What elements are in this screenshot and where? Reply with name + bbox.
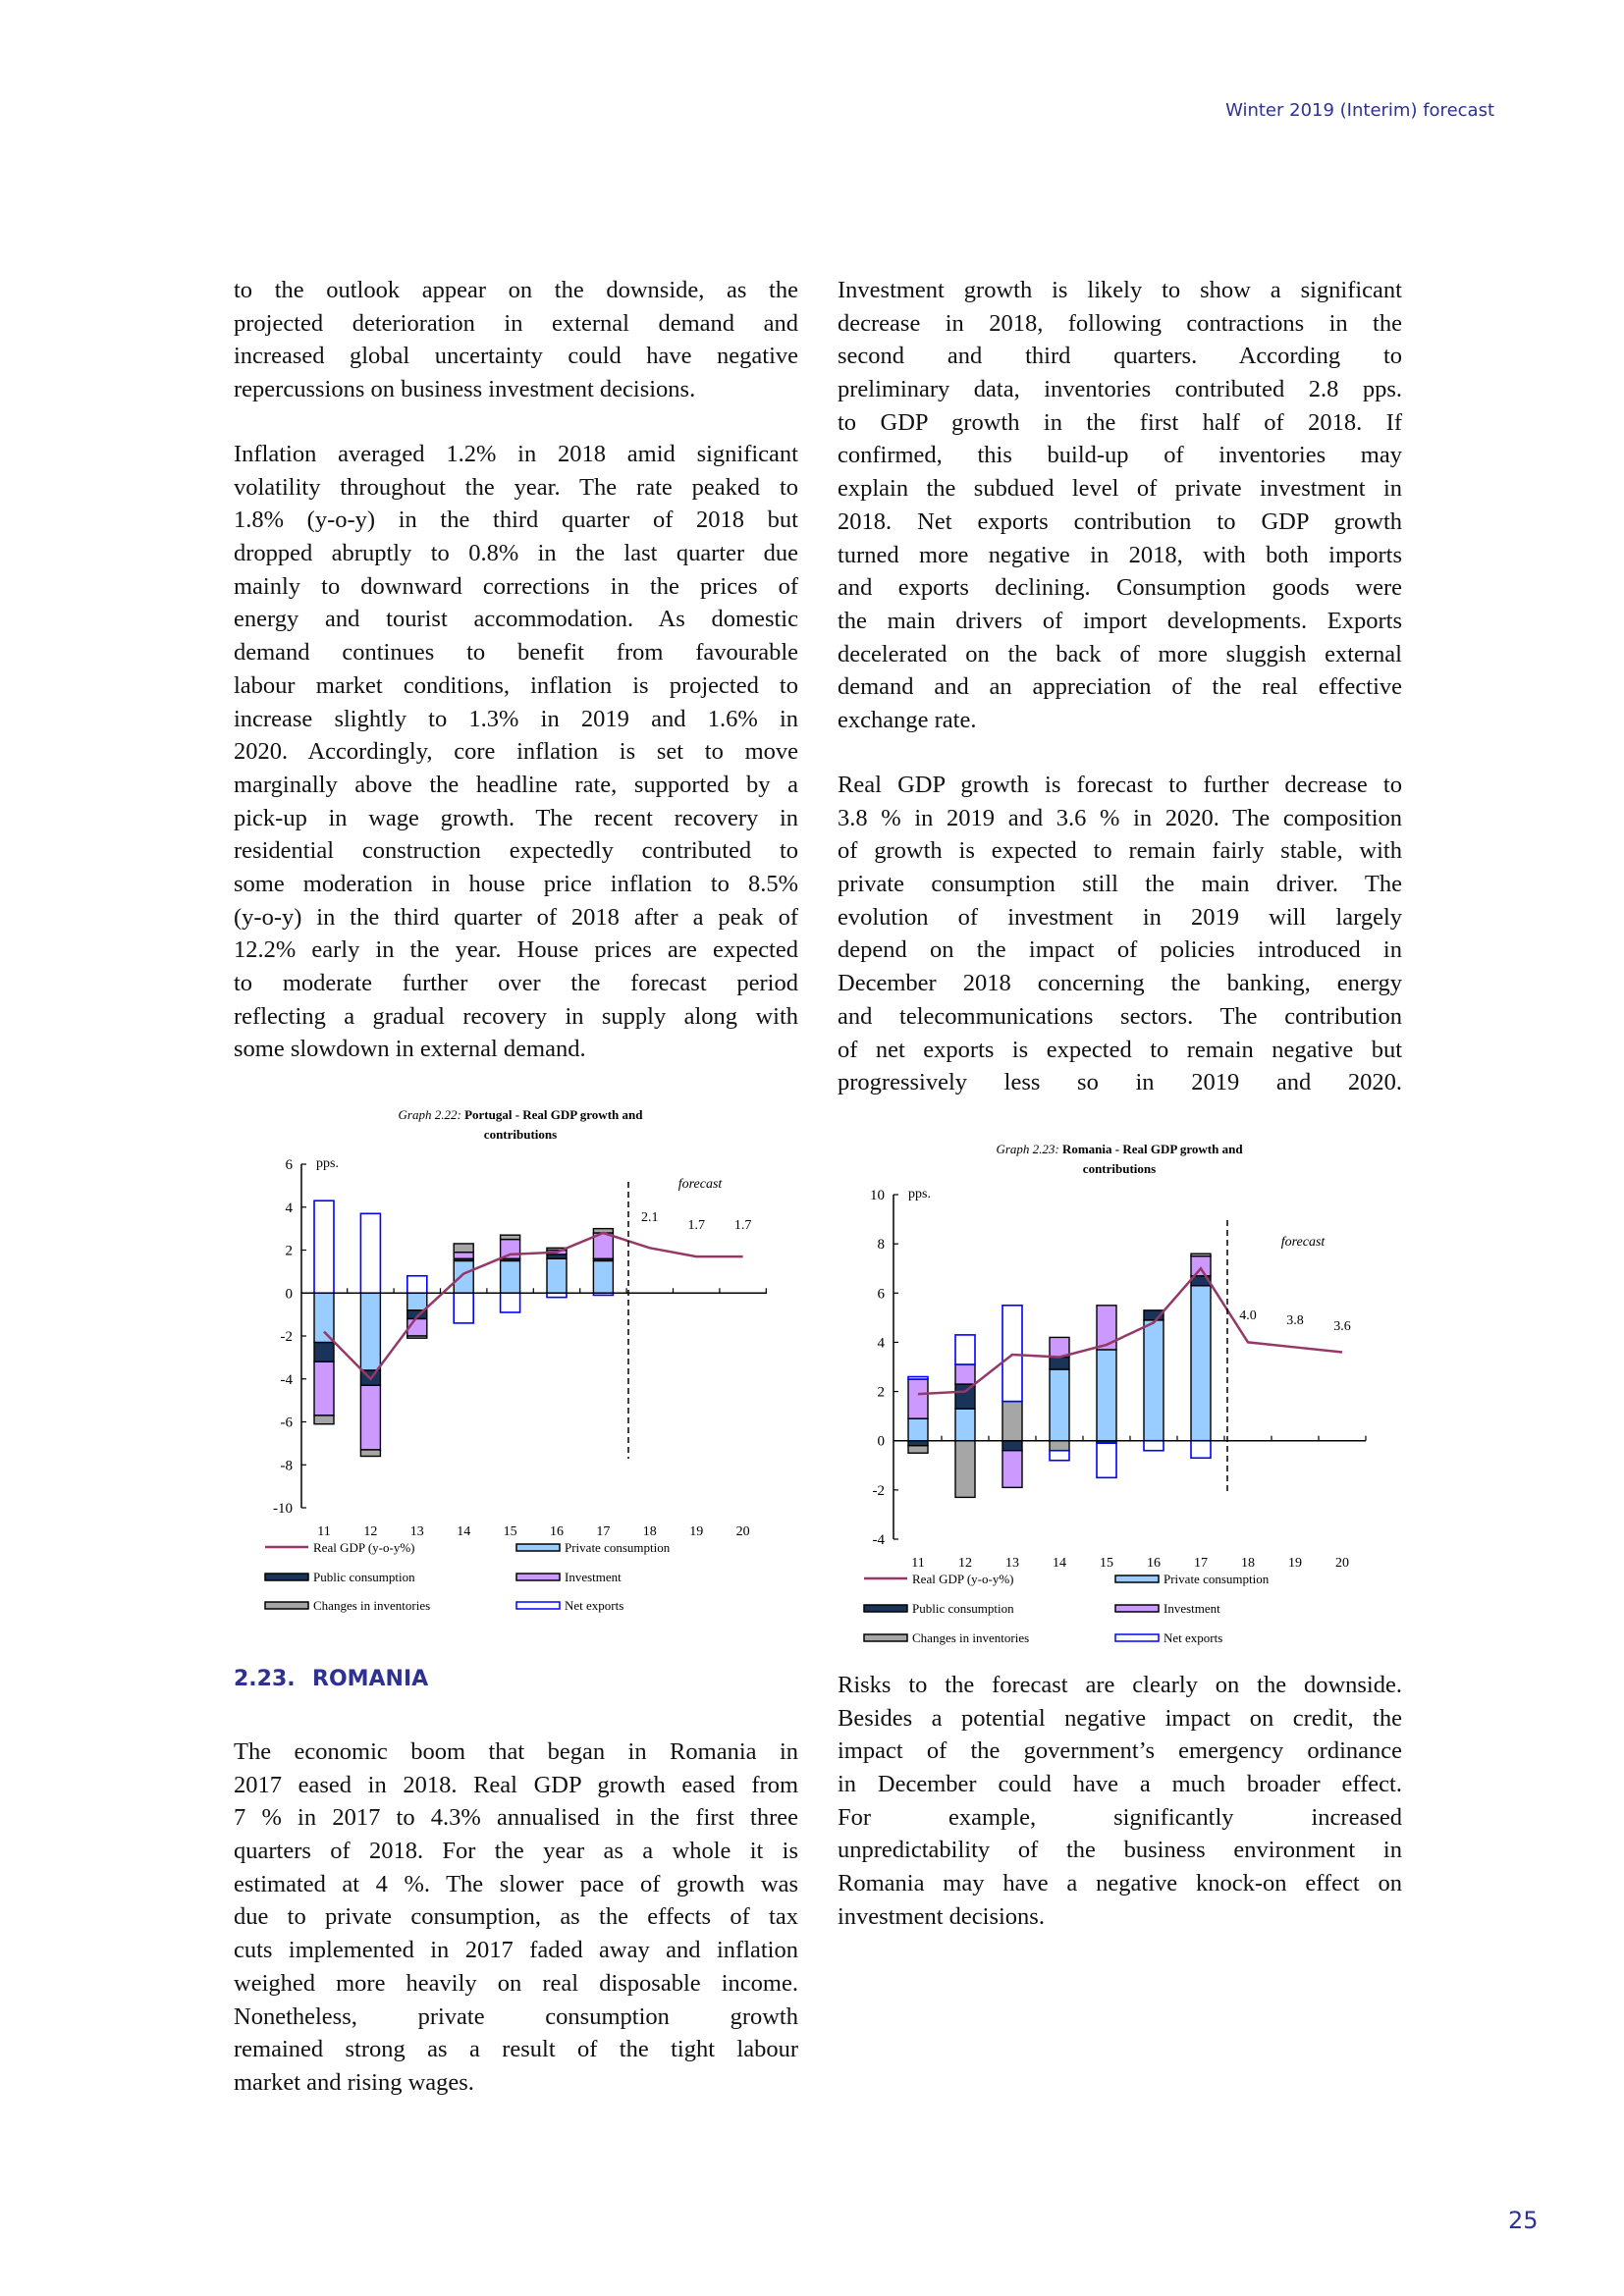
x-tick-label: 20 xyxy=(1335,1556,1349,1571)
chart-title-prefix: Graph 2.23: xyxy=(996,1142,1059,1156)
text-line: evolution of investment in 2019 will largely xyxy=(838,903,1402,931)
x-tick-label: 12 xyxy=(958,1556,972,1571)
paragraph-romania-boom xyxy=(234,1735,798,2100)
text-line: and telecommunications sectors. The contribution xyxy=(838,1002,1402,1030)
x-tick-label: 14 xyxy=(457,1524,471,1539)
legend-swatch xyxy=(864,1634,907,1641)
text-line: cuts implemented in 2017 faded away and inflation xyxy=(234,1937,798,1964)
legend-label: Private consumption xyxy=(1164,1572,1270,1586)
bar-public-consumption xyxy=(1002,1441,1022,1451)
text-line: decrease in 2018, following contractions in the xyxy=(838,309,1402,337)
text-line: increase slightly to 1.3% in 2019 and 1.6% in xyxy=(234,705,798,732)
legend-swatch xyxy=(516,1602,560,1609)
bar-private-consumption xyxy=(454,1260,473,1293)
legend-label: Private consumption xyxy=(565,1540,671,1555)
text-line: exchange rate. xyxy=(838,706,977,733)
legend-label: Public consumption xyxy=(912,1601,1014,1616)
bar-private-consumption xyxy=(501,1260,520,1293)
legend-label: Investment xyxy=(1164,1601,1220,1616)
text-line: Nonetheless, private consumption growth xyxy=(234,2002,798,2030)
text-line: private consumption still the main driver. The xyxy=(838,871,1402,898)
text-line: 7 % in 2017 to 4.3% annualised in the first three xyxy=(234,1804,798,1832)
bar-net-exports xyxy=(1097,1443,1116,1477)
running-header: Winter 2019 (Interim) forecast xyxy=(1225,100,1494,121)
text-line: December 2018 concerning the banking, energy xyxy=(838,970,1402,997)
bar-public-consumption xyxy=(955,1384,975,1409)
page-number: 25 xyxy=(1508,2207,1539,2234)
y-tick-label: 4 xyxy=(877,1335,885,1352)
text-line: reflecting a gradual recovery in supply along with xyxy=(234,1002,798,1030)
text-line: 2017 eased in 2018. Real GDP growth eased from xyxy=(234,1771,798,1798)
y-tick-label: -8 xyxy=(280,1458,293,1474)
legend-swatch xyxy=(1115,1634,1159,1641)
text-line: quarters of 2018. For the year as a whole it is xyxy=(234,1838,798,1865)
text-line: 12.2% early in the year. House prices are expected xyxy=(234,936,798,964)
text-line: some slowdown in external demand. xyxy=(234,1036,586,1063)
forecast-value-label: 1.7 xyxy=(687,1218,705,1233)
y-axis-unit: pps. xyxy=(908,1187,931,1201)
text-line: Romania may have a negative knock-on effect on xyxy=(838,1870,1402,1897)
bar-changes-in-inventories xyxy=(360,1450,380,1457)
y-tick-label: -2 xyxy=(872,1482,885,1499)
text-line: Investment growth is likely to show a significant xyxy=(838,277,1402,303)
bar-net-exports xyxy=(454,1293,473,1323)
text-line: mainly to downward corrections in the prices of xyxy=(234,572,798,600)
legend-label: Real GDP (y-o-y%) xyxy=(313,1540,415,1555)
x-tick-label: 17 xyxy=(596,1524,611,1539)
bar-investment xyxy=(1002,1451,1022,1488)
legend-swatch xyxy=(516,1574,560,1580)
text-line: estimated at 4 %. The slower pace of growth was xyxy=(234,1870,798,1897)
text-line: For example, significantly increased xyxy=(838,1803,1402,1831)
forecast-value-label: 3.6 xyxy=(1333,1319,1351,1334)
text-line: Risks to the forecast are clearly on the downside. xyxy=(838,1672,1402,1698)
text-line: second and third quarters. According to xyxy=(838,343,1402,370)
text-line: of net exports is expected to remain negative but xyxy=(838,1036,1402,1063)
text-line: labour market conditions, inflation is projected to xyxy=(234,671,798,699)
legend-swatch xyxy=(265,1574,308,1580)
y-tick-label: 6 xyxy=(877,1286,885,1303)
gdp-line xyxy=(324,1233,743,1379)
bar-public-consumption xyxy=(314,1343,334,1362)
x-tick-label: 19 xyxy=(1288,1556,1302,1571)
bar-private-consumption xyxy=(1097,1350,1116,1441)
forecast-label: forecast xyxy=(677,1177,723,1192)
chart-title-prefix: Graph 2.22: xyxy=(398,1107,461,1122)
y-tick-label: 0 xyxy=(285,1286,293,1303)
bar-changes-in-inventories xyxy=(908,1446,928,1454)
y-tick-label: 0 xyxy=(877,1433,885,1450)
bar-investment xyxy=(908,1379,928,1418)
legend-label: Real GDP (y-o-y%) xyxy=(912,1572,1014,1586)
text-line: to the outlook appear on the downside, as the xyxy=(234,277,798,303)
text-line: preliminary data, inventories contributed 2.8 pps. xyxy=(838,376,1402,403)
chart-title-line2: contributions xyxy=(483,1127,558,1142)
legend-label: Investment xyxy=(565,1570,622,1584)
forecast-value-label: 2.1 xyxy=(641,1210,659,1225)
text-line: market and rising wages. xyxy=(234,2068,474,2096)
text-line: decelerated on the back of more sluggish external xyxy=(838,640,1402,667)
text-line: energy and tourist accommodation. As domestic xyxy=(234,606,798,633)
bar-net-exports xyxy=(1191,1441,1211,1459)
bar-net-exports xyxy=(908,1377,928,1380)
bar-investment xyxy=(360,1385,380,1450)
text-line: Besides a potential negative impact on credit, the xyxy=(838,1704,1402,1732)
bar-changes-in-inventories xyxy=(454,1244,473,1253)
y-tick-label: 6 xyxy=(285,1157,293,1173)
legend-swatch xyxy=(864,1605,907,1612)
bar-net-exports xyxy=(1002,1306,1022,1402)
bar-private-consumption xyxy=(1144,1320,1164,1441)
text-line: to moderate further over the forecast period xyxy=(234,970,798,996)
y-tick-label: -2 xyxy=(280,1329,293,1345)
x-tick-label: 11 xyxy=(317,1524,331,1539)
paragraph-gdp-forecast xyxy=(838,769,1402,1099)
y-axis-unit: pps. xyxy=(316,1156,339,1171)
text-line: volatility throughout the year. The rate peaked to xyxy=(234,473,798,501)
text-line: pick-up in wage growth. The recent recovery in xyxy=(234,804,798,831)
bar-investment xyxy=(501,1240,520,1259)
text-line: repercussions on business investment decisions. xyxy=(234,376,696,403)
section-number: 2.23. xyxy=(234,1667,296,1691)
y-tick-label: 4 xyxy=(285,1200,293,1216)
bar-net-exports xyxy=(501,1293,520,1312)
chart-title-text: Portugal - Real GDP growth and xyxy=(464,1107,643,1122)
text-line: weighed more heavily on real disposable income. xyxy=(234,1969,798,1997)
bar-changes-in-inventories xyxy=(955,1441,975,1498)
text-line: Real GDP growth is forecast to further decrease to xyxy=(838,772,1402,798)
y-tick-label: -10 xyxy=(273,1501,293,1517)
y-tick-label: 2 xyxy=(285,1243,293,1259)
x-tick-label: 13 xyxy=(1005,1556,1019,1571)
text-line: investment decisions. xyxy=(838,1902,1045,1930)
y-tick-label: -4 xyxy=(280,1371,293,1388)
x-tick-label: 20 xyxy=(735,1524,750,1539)
bar-investment xyxy=(955,1364,975,1384)
legend-swatch xyxy=(1115,1605,1159,1612)
bar-private-consumption xyxy=(908,1418,928,1441)
paragraph-investment xyxy=(838,274,1402,737)
x-tick-label: 18 xyxy=(1241,1556,1255,1571)
text-line: some moderation in house price inflation to 8.5% xyxy=(234,870,798,897)
bar-net-exports xyxy=(360,1213,380,1293)
bar-private-consumption xyxy=(314,1293,334,1342)
bar-public-consumption xyxy=(908,1441,928,1446)
forecast-value-label: 4.0 xyxy=(1239,1308,1257,1323)
forecast-value-label: 1.7 xyxy=(733,1218,752,1233)
text-line: residential construction expectedly contributed to xyxy=(234,837,798,865)
text-line: Inflation averaged 1.2% in 2018 amid significant xyxy=(234,441,798,467)
text-line: explain the subdued level of private investment in xyxy=(838,475,1402,503)
x-tick-label: 17 xyxy=(1194,1556,1208,1571)
y-tick-label: 8 xyxy=(877,1237,885,1254)
forecast-value-label: 3.8 xyxy=(1286,1313,1304,1328)
romania-gdp-chart xyxy=(844,1139,1394,1674)
text-line: the main drivers of import developments. Exports xyxy=(838,607,1402,634)
bar-investment xyxy=(1097,1306,1116,1350)
bar-private-consumption xyxy=(360,1293,380,1370)
y-tick-label: -6 xyxy=(280,1415,293,1431)
x-tick-label: 11 xyxy=(911,1556,925,1571)
text-line: confirmed, this build-up of inventories may xyxy=(838,442,1402,469)
bar-investment xyxy=(314,1362,334,1415)
section-heading xyxy=(234,1667,428,1691)
text-line: 3.8 % in 2019 and 3.6 % in 2020. The composition xyxy=(838,804,1402,831)
chart-title xyxy=(399,1107,644,1122)
text-line: dropped abruptly to 0.8% in the last quarter due xyxy=(234,540,798,567)
bar-changes-in-inventories xyxy=(1050,1441,1069,1451)
bar-private-consumption xyxy=(1050,1369,1069,1441)
bar-changes-in-inventories xyxy=(314,1415,334,1424)
legend-swatch xyxy=(1115,1575,1159,1582)
bar-net-exports xyxy=(1144,1441,1164,1451)
text-line: progressively less so in 2019 and 2020. xyxy=(838,1069,1402,1096)
section-title: ROMANIA xyxy=(312,1667,429,1691)
y-tick-label: -4 xyxy=(872,1532,885,1548)
bar-changes-in-inventories xyxy=(1002,1402,1022,1441)
text-line: to GDP growth in the first half of 2018. If xyxy=(838,408,1402,436)
bar-net-exports xyxy=(1050,1451,1069,1461)
bar-investment xyxy=(1191,1256,1211,1276)
x-tick-label: 12 xyxy=(363,1524,378,1539)
bar-private-consumption xyxy=(955,1409,975,1441)
bar-private-consumption xyxy=(1191,1286,1211,1441)
bar-net-exports xyxy=(314,1201,334,1293)
x-tick-label: 15 xyxy=(1100,1556,1113,1571)
text-line: 2020. Accordingly, core inflation is set to move xyxy=(234,738,798,766)
text-line: due to private consumption, as the effects of tax xyxy=(234,1903,798,1931)
x-tick-label: 16 xyxy=(550,1524,564,1539)
x-tick-label: 13 xyxy=(409,1524,424,1539)
text-line: (y-o-y) in the third quarter of 2018 after a peak of xyxy=(234,903,798,931)
legend-label: Public consumption xyxy=(313,1570,415,1584)
legend-label: Net exports xyxy=(565,1598,624,1613)
legend-label: Changes in inventories xyxy=(313,1598,431,1613)
legend-label: Changes in inventories xyxy=(912,1630,1030,1645)
paragraph-inflation xyxy=(234,438,798,1066)
bar-investment xyxy=(454,1253,473,1259)
chart-title xyxy=(996,1142,1243,1156)
bar-changes-in-inventories xyxy=(407,1336,427,1338)
bar-changes-in-inventories xyxy=(501,1235,520,1239)
legend-swatch xyxy=(516,1544,560,1551)
x-tick-label: 15 xyxy=(503,1524,517,1539)
bar-private-consumption xyxy=(547,1258,567,1293)
x-tick-label: 18 xyxy=(642,1524,657,1539)
text-line: The economic boom that began in Romania in xyxy=(234,1738,798,1765)
gdp-line xyxy=(918,1268,1342,1394)
text-line: demand and an appreciation of the real effective xyxy=(838,673,1402,701)
text-line: depend on the impact of policies introduced in xyxy=(838,936,1402,964)
text-line: increased global uncertainty could have negative xyxy=(234,343,798,370)
text-line: 2018. Net exports contribution to GDP growth xyxy=(838,507,1402,535)
bar-changes-in-inventories xyxy=(1191,1254,1211,1256)
legend-swatch xyxy=(265,1602,308,1609)
text-line: in December could have a much broader effect. xyxy=(838,1771,1402,1798)
x-tick-label: 16 xyxy=(1147,1556,1161,1571)
y-tick-label: 2 xyxy=(877,1384,885,1401)
chart-title-text: Romania - Real GDP growth and xyxy=(1061,1142,1243,1156)
bar-private-consumption xyxy=(593,1260,613,1293)
bar-public-consumption xyxy=(1050,1357,1069,1369)
forecast-label: forecast xyxy=(1280,1235,1326,1250)
text-line: marginally above the headline rate, supported by a xyxy=(234,771,798,798)
bar-net-exports xyxy=(407,1276,427,1294)
text-line: demand continues to benefit from favourable xyxy=(234,639,798,667)
paragraph-outlook-risks xyxy=(234,274,798,406)
text-line: projected deterioration in external demand and xyxy=(234,309,798,337)
text-line: unpredictability of the business environment in xyxy=(838,1837,1402,1864)
paragraph-risks xyxy=(838,1669,1402,1934)
chart-title-line2: contributions xyxy=(1082,1161,1157,1176)
legend-label: Net exports xyxy=(1164,1630,1223,1645)
y-tick-label: 10 xyxy=(870,1188,885,1203)
text-line: remained strong as a result of the tight labour xyxy=(234,2036,798,2063)
text-line: turned more negative in 2018, with both imports xyxy=(838,541,1402,568)
text-line: 1.8% (y-o-y) in the third quarter of 2018 but xyxy=(234,507,798,534)
text-line: impact of the government’s emergency ordinance xyxy=(838,1737,1402,1765)
portugal-gdp-chart xyxy=(245,1099,795,1634)
bar-private-consumption xyxy=(407,1293,427,1310)
x-tick-label: 19 xyxy=(689,1524,704,1539)
text-line: and exports declining. Consumption goods were xyxy=(838,574,1402,602)
bar-net-exports xyxy=(955,1335,975,1364)
text-line: of growth is expected to remain fairly stable, with xyxy=(838,837,1402,865)
x-tick-label: 14 xyxy=(1053,1556,1066,1571)
